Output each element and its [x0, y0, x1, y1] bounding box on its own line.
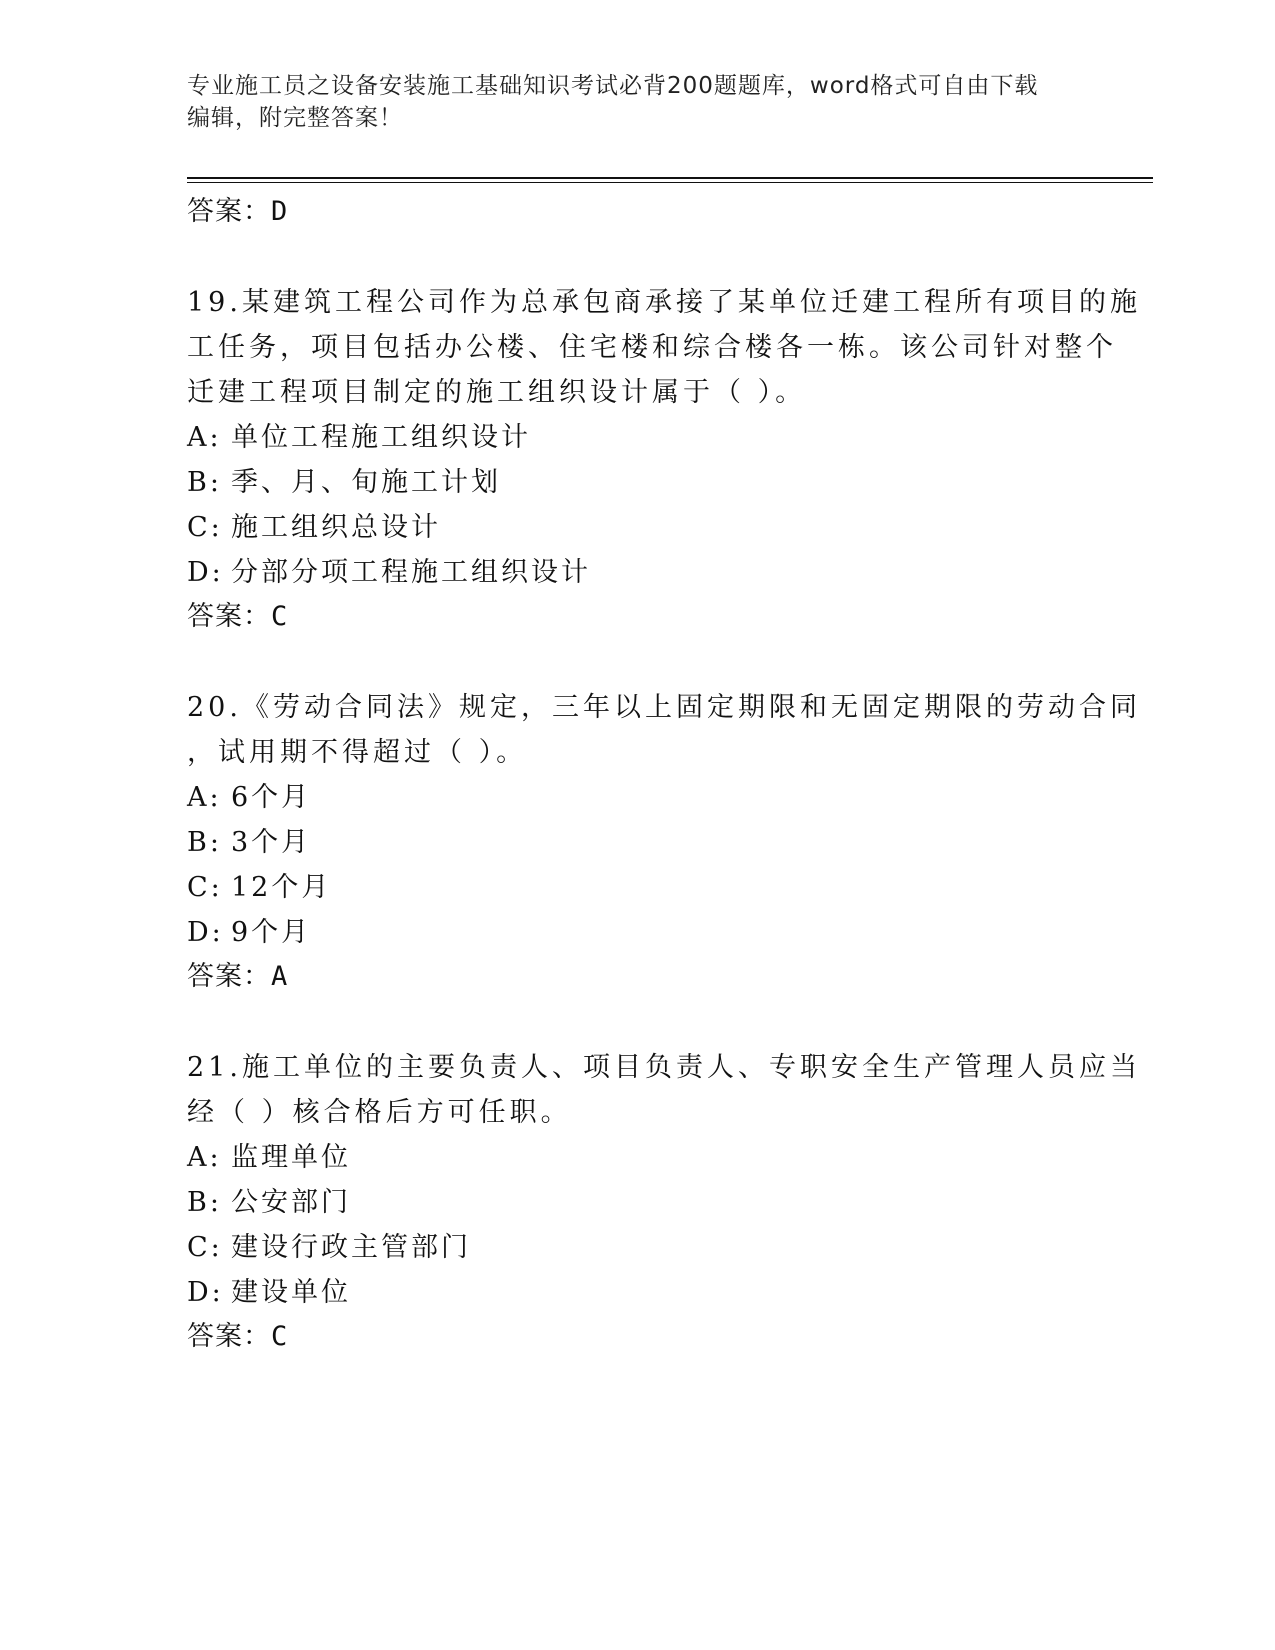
option-key: B: [187, 467, 222, 498]
question-text-line: 21.施工单位的主要负责人、项目负责人、专职安全生产管理人员应当 [187, 1052, 1141, 1083]
previous-answer: 答案：D [187, 196, 289, 227]
option-b [187, 460, 1087, 505]
question-text-line: 工任务，项目包括办公楼、住宅楼和综合楼各一栋。该公司针对整个 [187, 332, 1117, 363]
header-divider-thin [187, 182, 1153, 183]
option-text: 监理单位 [231, 1142, 351, 1173]
option-b [187, 1180, 1087, 1225]
option-text: 12个月 [231, 872, 332, 903]
option-c [187, 1225, 1087, 1270]
option-b [187, 820, 1087, 865]
header-line-2: 编辑，附完整答案！ [187, 105, 403, 131]
question-text-line: 20.《劳动合同法》规定，三年以上固定期限和无固定期限的劳动合同 [187, 692, 1141, 723]
option-key: A: [187, 1142, 222, 1173]
answer-line: 答案：C [187, 601, 289, 632]
option-d [187, 1270, 1087, 1315]
option-text: 公安部门 [231, 1187, 351, 1218]
option-key: D: [187, 1277, 224, 1308]
document-header [187, 70, 1087, 134]
question-text-line: 经（ ）核合格后方可任职。 [187, 1097, 572, 1128]
option-key: B: [187, 1187, 222, 1218]
option-d [187, 550, 1087, 595]
option-text: 季、月、旬施工计划 [231, 467, 501, 498]
option-text: 分部分项工程施工组织设计 [231, 557, 591, 588]
option-c [187, 865, 1087, 910]
option-a [187, 775, 1087, 820]
option-text: 建设单位 [231, 1277, 351, 1308]
option-key: D: [187, 557, 224, 588]
answer-line: 答案：A [187, 961, 289, 992]
option-text: 9个月 [231, 917, 312, 948]
option-key: C: [187, 872, 223, 903]
header-line-1: 专业施工员之设备安装施工基础知识考试必背200题题库，word格式可自由下载 [187, 73, 1039, 99]
question-text-line: 迁建工程项目制定的施工组织设计属于（ ）。 [187, 377, 807, 408]
option-text: 建设行政主管部门 [231, 1232, 471, 1263]
option-key: A: [187, 782, 222, 813]
option-text: 单位工程施工组织设计 [231, 422, 531, 453]
option-key: C: [187, 512, 223, 543]
option-key: B: [187, 827, 222, 858]
option-a [187, 1135, 1087, 1180]
option-a [187, 415, 1087, 460]
answer-line: 答案：C [187, 1321, 289, 1352]
option-key: C: [187, 1232, 223, 1263]
option-key: D: [187, 917, 224, 948]
question-text-line: 19.某建筑工程公司作为总承包商承接了某单位迁建工程所有项目的施 [187, 287, 1141, 318]
option-text: 6个月 [231, 782, 312, 813]
option-c [187, 505, 1087, 550]
question-19 [187, 280, 1141, 639]
question-text-line: ，试用期不得超过（ ）。 [187, 737, 528, 768]
option-text: 施工组织总设计 [231, 512, 441, 543]
option-text: 3个月 [231, 827, 312, 858]
option-key: A: [187, 422, 222, 453]
question-20 [187, 685, 1141, 999]
question-21 [187, 1045, 1141, 1359]
document-body [187, 190, 1141, 1359]
option-d [187, 910, 1087, 955]
header-divider [187, 177, 1153, 179]
